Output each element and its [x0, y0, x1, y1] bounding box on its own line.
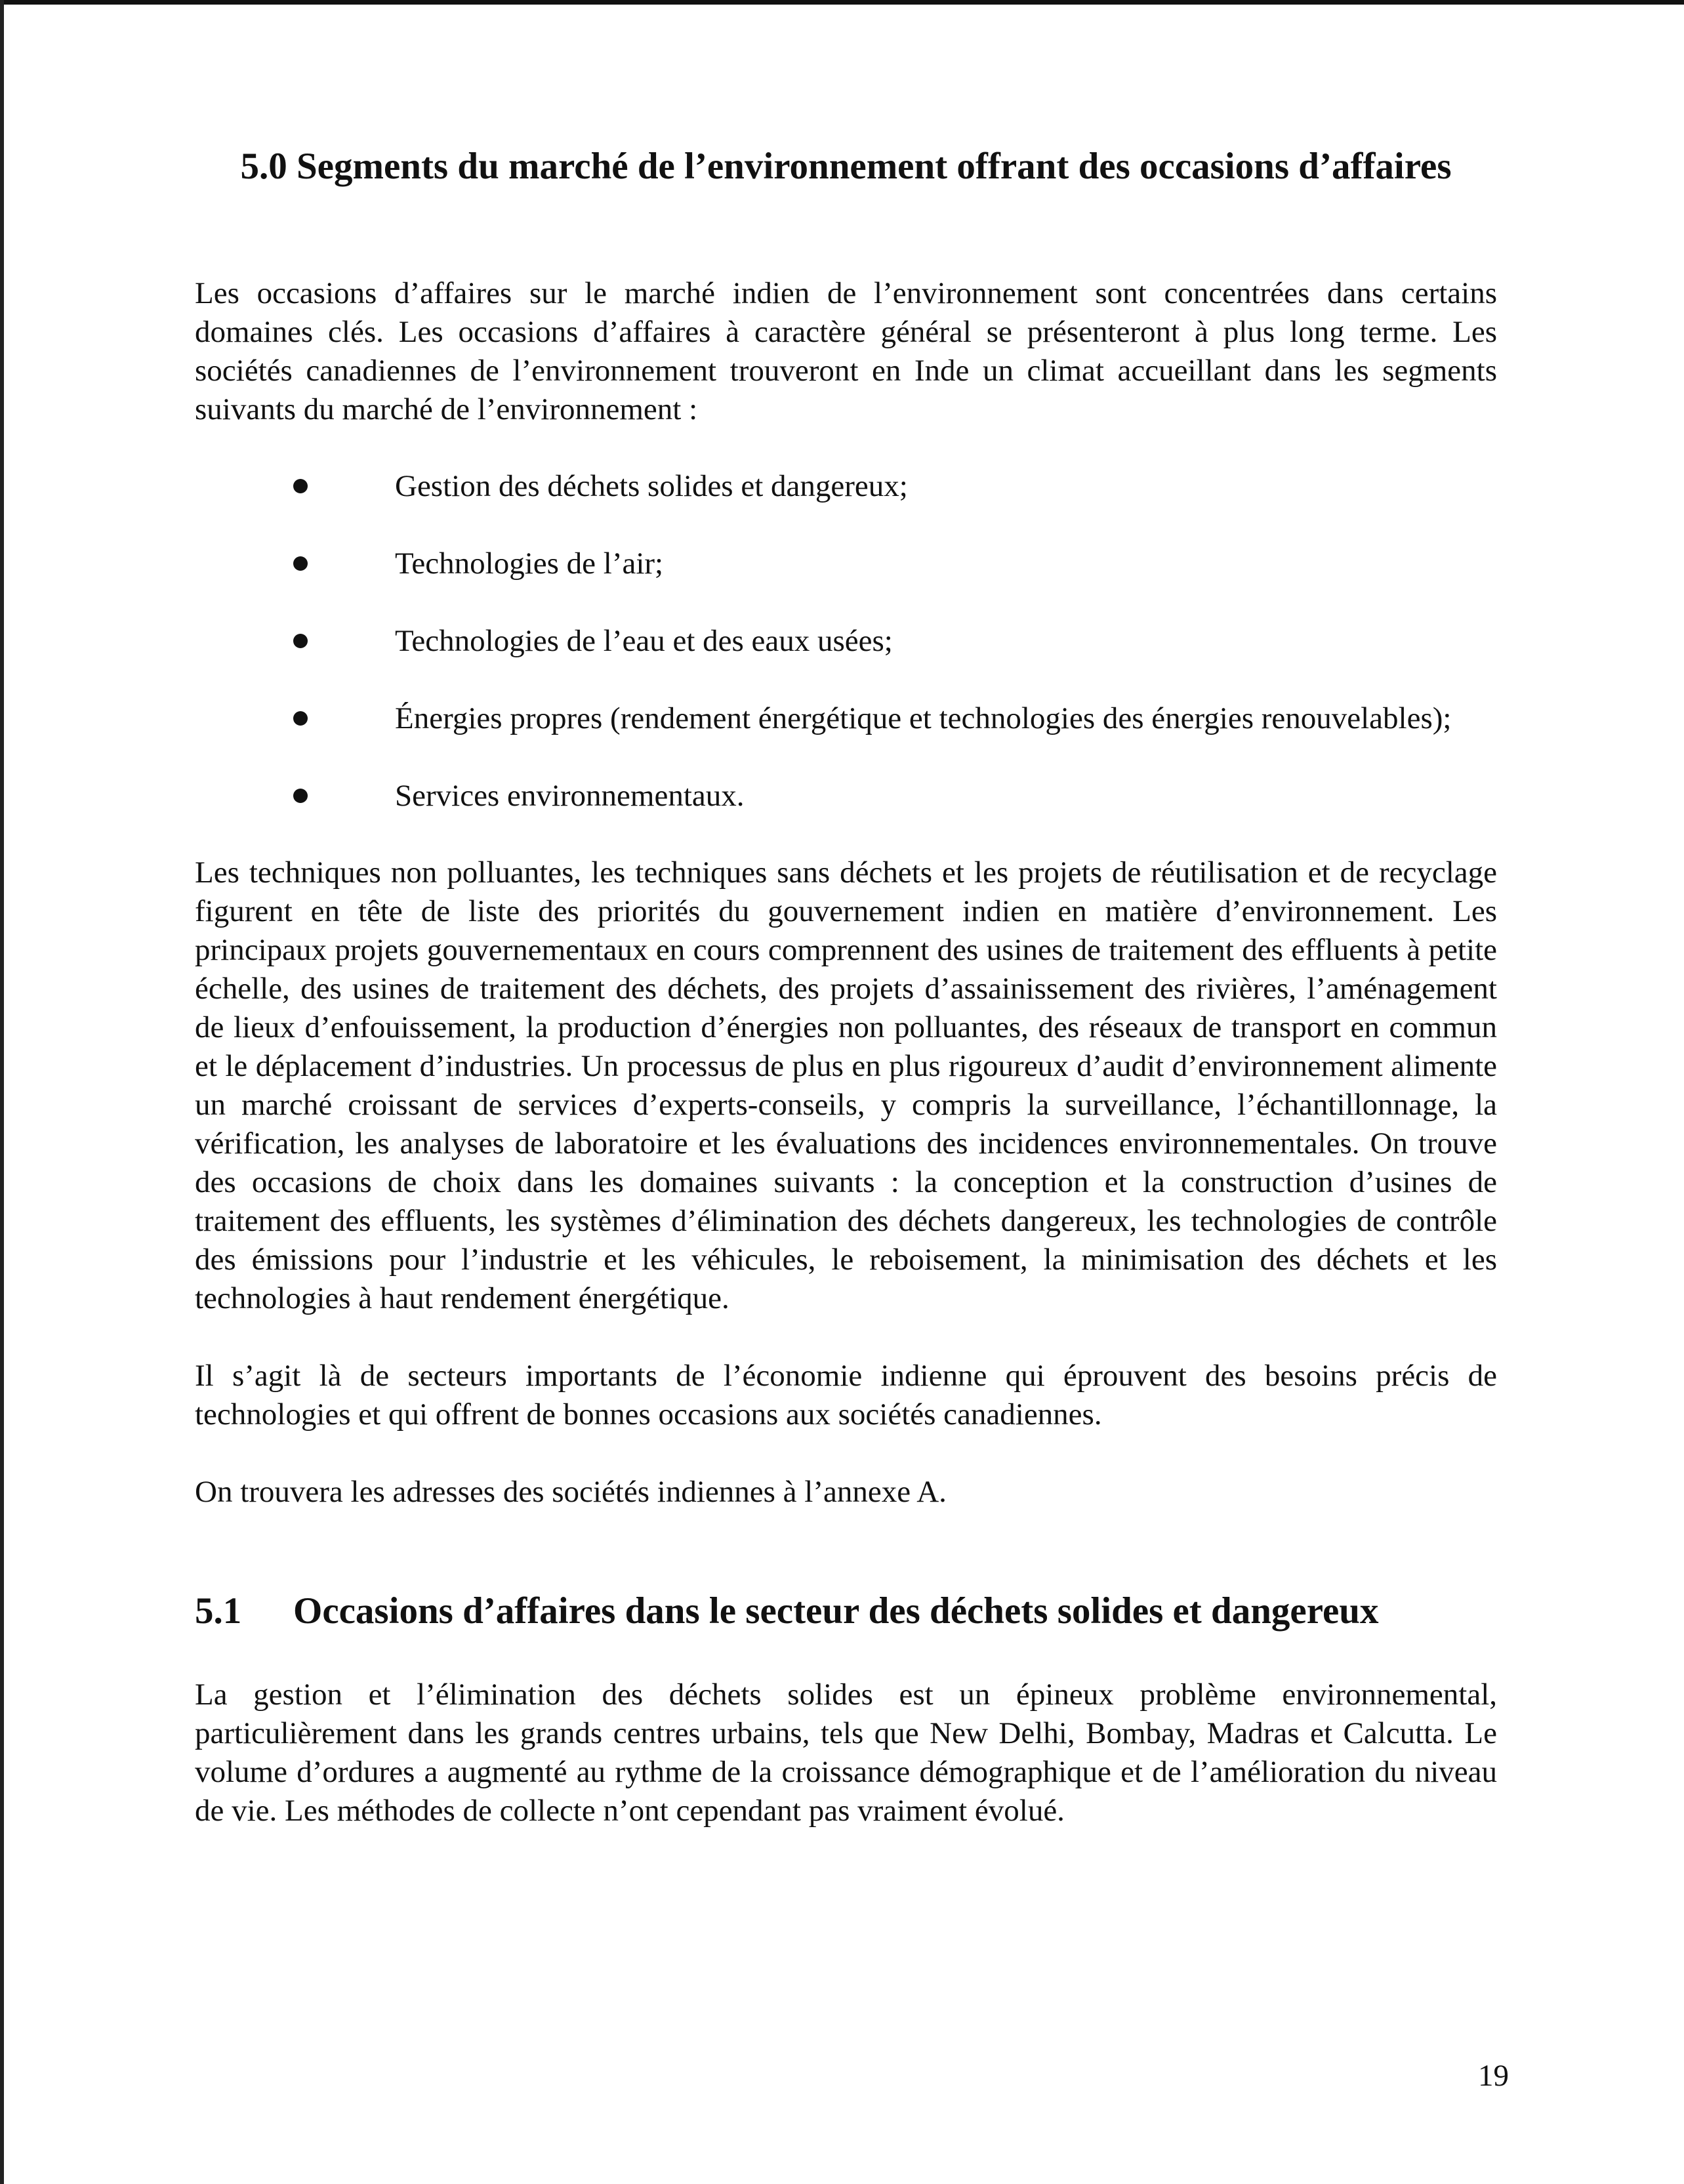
bullet-icon	[293, 479, 308, 493]
list-item	[195, 777, 1497, 815]
sectors-paragraph: Il s’agit là de secteurs importants de l’économie indienne qui éprouvent des besoins précis de technologies et qui offrent de bonnes occasions aux sociétés canadiennes.	[195, 1359, 1497, 1432]
list-item	[195, 622, 1497, 661]
list-item	[195, 699, 1497, 738]
list-item	[195, 545, 1497, 583]
page-number: 19	[1478, 2059, 1509, 2093]
priorities-paragraph: Les techniques non polluantes, les techniques sans déchets et les projets de réutilisation et de recyclage figurent en tête de liste des priorités du gouvernement indien en matière d’environnement. Les principaux projets gouvernementaux en cours comprennent des usines de traitement des effluents à petite échelle, des usines de traitement des déchets, des projets d’assainissement des rivières, l’aménagement de lieux d’enfouissement, la production d’énergies non polluantes, des réseaux de transport en commun et le déplacement d’industries. Un processus de plus en plus rigoureux d’audit d’environnement alimente un marché croissant de services d’experts-conseils, y compris la surveillance, l’échantillonnage, la vérification, les analyses de laboratoire et les évaluations des incidences environnementales. On trouve des occasions de choix dans les domaines suivants : la conception et la construction d’usines de traitement des effluents, les systèmes d’élimination des déchets dangereux, les technologies de contrôle des émissions pour l’industrie et les véhicules, le reboisement, la minimisation des déchets et les technologies à haut rendement énergétique.	[195, 855, 1497, 1315]
list-item-text: Services environnementaux.	[395, 779, 745, 813]
list-item-text: Gestion des déchets solides et dangereux;	[395, 469, 908, 503]
list-item-text: Technologies de l’eau et des eaux usées;	[395, 624, 893, 658]
market-segments-list	[195, 467, 1497, 815]
scan-left-border	[0, 0, 4, 2184]
section-title: Occasions d’affaires dans le secteur des déchets solides et dangereux	[293, 1590, 1379, 1632]
intro-paragraph: Les occasions d’affaires sur le marché indien de l’environnement sont concentrées dans certains domaines clés. Les occasions d’affaires à caractère général se présenteront à plus long terme. Les sociétés canadiennes de l’environnement trouveront en Inde un climat accueillant dans les segments suivants du marché de l’environnement :	[195, 276, 1497, 426]
annex-reference-paragraph: On trouvera les adresses des sociétés indiennes à l’annexe A.	[195, 1475, 947, 1509]
document-title: 5.0 Segments du marché de l’environnement offrant des occasions d’affaires	[240, 146, 1452, 187]
bullet-icon	[293, 634, 308, 648]
section-number: 5.1	[195, 1590, 242, 1632]
solid-waste-paragraph: La gestion et l’élimination des déchets solides est un épineux problème environnemental, particulièrement dans les grands centres urbains, tels que New Delhi, Bombay, Madras et Calcutta. Le volume d’ordures a augmenté au rythme de la croissance démographique et de l’amélioration du niveau de vie. Les méthodes de collecte n’ont cependant pas vraiment évolué.	[195, 1678, 1497, 1828]
bullet-icon	[293, 711, 308, 726]
list-item	[195, 467, 1497, 506]
list-item-text: Énergies propres (rendement énergétique et technologies des énergies renouvelables);	[395, 701, 1452, 735]
list-item-text: Technologies de l’air;	[395, 546, 664, 581]
scan-top-border	[0, 0, 1684, 5]
document-page	[195, 146, 1497, 1830]
bullet-icon	[293, 789, 308, 803]
bullet-icon	[293, 556, 308, 571]
section-heading-5-1	[195, 1590, 1497, 1632]
